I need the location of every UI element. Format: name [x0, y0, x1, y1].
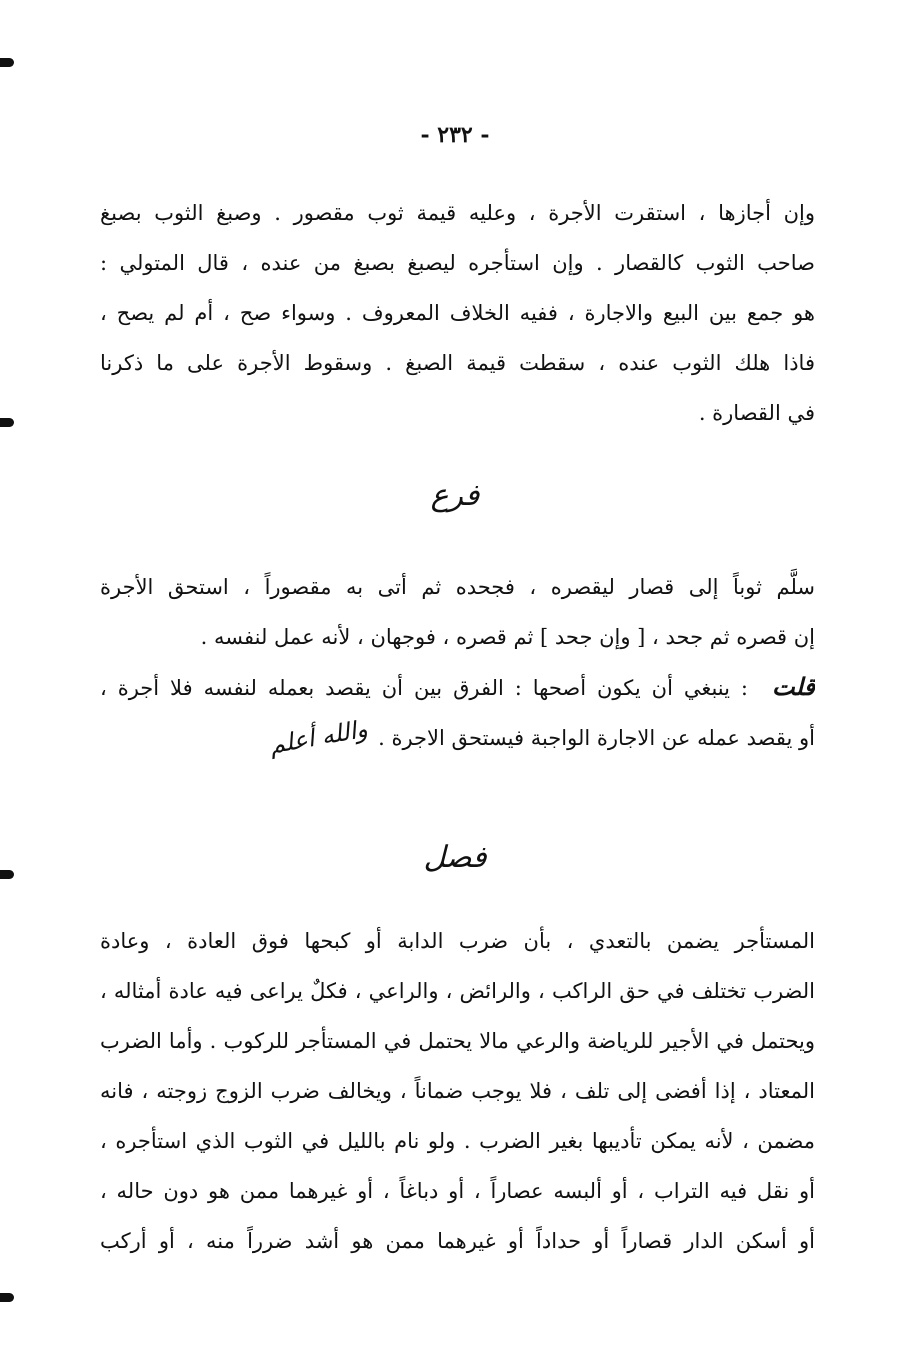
- text-line: في القصارة .: [698, 401, 815, 425]
- paragraph-2: [100, 562, 815, 772]
- text-line: ويحتمل في الأجير للرياضة والرعي مالا يحتمل في المستأجر للركوب . وأما الضرب: [100, 1029, 815, 1053]
- page-number: - ٢٣٢ -: [420, 122, 490, 148]
- note-line: [100, 662, 815, 712]
- text-line: فاذا هلك الثوب عنده ، سقطت قيمة الصبغ . وسقوط الأجرة على ما ذكرنا: [100, 351, 815, 375]
- note-label: قلت: [772, 672, 815, 701]
- text-line: إن قصره ثم جحد ، [ وإن جحد ] ثم قصره ، فوجهان ، لأنه عمل لنفسه .: [200, 625, 815, 649]
- scan-edge-mark: [0, 58, 14, 67]
- text-line: المستأجر يضمن بالتعدي ، بأن ضرب الدابة أو كبحها فوق العادة ، وعادة: [100, 929, 815, 953]
- text-line: هو جمع بين البيع والاجارة ، ففيه الخلاف المعروف . وسواء صح ، أم لم يصح ،: [100, 301, 815, 325]
- scan-edge-mark: [0, 1293, 14, 1302]
- text-line: وإن أجازها ، استقرت الأجرة ، وعليه قيمة ثوب مقصور . وصبغ الثوب بصبغ: [100, 201, 815, 225]
- text-line: الضرب تختلف في حق الراكب ، والرائض ، والراعي ، فكلٌ يراعى فيه عادة أمثاله ،: [100, 979, 815, 1003]
- text-line: المعتاد ، إذا أفضى إلى تلف ، فلا يوجب ضماناً ، ويخالف ضرب الزوج زوجته ، فانه: [100, 1079, 815, 1103]
- paragraph-1: [100, 188, 815, 438]
- note-text: أو يقصد عمله عن الاجارة الواجبة فيستحق الاجرة .: [378, 726, 815, 750]
- scan-edge-mark: [0, 418, 14, 427]
- closing-phrase: والله أعلم: [267, 714, 370, 760]
- text-line: أو نقل فيه التراب ، أو ألبسه عصاراً ، أو دباغاً ، أو غيرهما ممن هو دون حاله ،: [100, 1179, 815, 1203]
- text-line: سلَّم ثوباً إلى قصار ليقصره ، فجحده ثم أتى به مقصوراً ، استحق الأجرة: [100, 575, 815, 599]
- note-line: [100, 712, 815, 772]
- paragraph-3: [100, 916, 815, 1266]
- note-text: : ينبغي أن يكون أصحها : الفرق بين أن يقصد بعمله لنفسه فلا أجرة ،: [100, 676, 749, 700]
- text-line: صاحب الثوب كالقصار . وإن استأجره ليصبغ بصبغ من عنده ، قال المتولي :: [100, 251, 815, 275]
- section-heading-far: فرع: [430, 478, 480, 513]
- section-heading-fasl: فصل: [423, 840, 487, 875]
- text-line: أو أسكن الدار قصاراً أو حداداً أو غيرهما ممن هو أشد ضرراً منه ، أو أركب: [100, 1229, 815, 1253]
- text-line: مضمن ، لأنه يمكن تأديبها بغير الضرب . ولو نام بالليل في الثوب الذي استأجره ،: [100, 1129, 815, 1153]
